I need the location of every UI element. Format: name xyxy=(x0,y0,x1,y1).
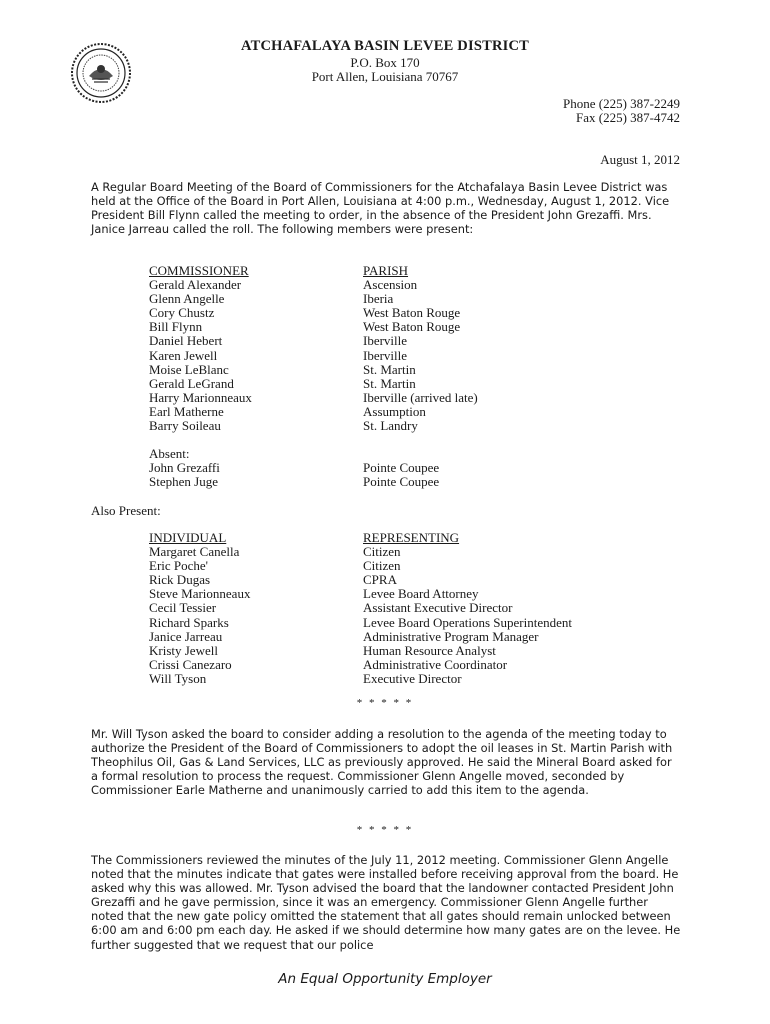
table-row xyxy=(149,419,478,433)
column-header: COMMISSIONER xyxy=(149,263,249,278)
table-row xyxy=(149,306,478,320)
table-row xyxy=(149,334,478,348)
table-row xyxy=(149,630,572,644)
parish-name: Assumption xyxy=(363,403,426,419)
parish-name: West Baton Rouge xyxy=(363,305,461,321)
representing: Executive Director xyxy=(363,670,462,686)
address-line-1: P.O. Box 170 xyxy=(350,55,420,70)
person-name: Margaret Canella xyxy=(149,544,240,560)
person-name: John Grezaffi xyxy=(149,460,220,475)
person-name: Janice Jarreau xyxy=(149,628,223,644)
table-row xyxy=(149,644,572,658)
parish-name: Pointe Coupee xyxy=(363,460,440,475)
table-row xyxy=(149,292,478,306)
representing: CPRA xyxy=(363,572,397,588)
table-row xyxy=(149,587,572,601)
table-row xyxy=(149,278,478,292)
table-row xyxy=(149,405,478,419)
parish-name: St. Martin xyxy=(363,375,416,391)
person-name: Gerald LeGrand xyxy=(149,375,234,391)
table-row xyxy=(149,545,572,559)
section-separator: * * * * * xyxy=(356,697,414,709)
absent-table xyxy=(149,461,439,489)
parish-name: Pointe Coupee xyxy=(363,474,440,490)
parish-name: Iberia xyxy=(363,291,394,307)
parish-name: Iberville xyxy=(363,347,408,363)
person-name: Barry Soileau xyxy=(149,418,221,434)
table-row xyxy=(149,559,572,573)
table-row xyxy=(149,349,478,363)
person-name: Richard Sparks xyxy=(149,614,229,630)
person-name: Daniel Hebert xyxy=(149,333,223,349)
section-separator: * * * * * xyxy=(356,824,414,836)
column-header: PARISH xyxy=(363,263,409,278)
person-name: Will Tyson xyxy=(149,670,207,686)
also-present-label: Also Present: xyxy=(91,503,161,518)
table-row xyxy=(149,320,478,334)
person-name: Kristy Jewell xyxy=(149,642,218,658)
table-row xyxy=(149,377,478,391)
table-row xyxy=(149,363,478,377)
person-name: Eric Poche' xyxy=(149,558,209,574)
address-line-2: Port Allen, Louisiana 70767 xyxy=(311,69,459,84)
person-name: Stephen Juge xyxy=(149,474,218,490)
person-name: Cecil Tessier xyxy=(149,600,217,616)
person-name: Gerald Alexander xyxy=(149,277,242,293)
table-row xyxy=(149,601,572,615)
phone-number: Phone (225) 387-2249 xyxy=(563,96,680,111)
parish-name: St. Martin xyxy=(363,361,416,377)
representing: Citizen xyxy=(363,544,401,560)
person-name: Moise LeBlanc xyxy=(149,361,229,377)
person-name: Rick Dugas xyxy=(149,572,211,588)
absent-label: Absent: xyxy=(149,446,190,461)
column-header: REPRESENTING xyxy=(363,530,460,545)
table-row xyxy=(149,461,439,475)
fax-number: Fax (225) 387-4742 xyxy=(576,110,680,125)
representing: Administrative Program Manager xyxy=(363,628,539,644)
commissioners-table xyxy=(149,264,478,433)
person-name: Cory Chustz xyxy=(149,305,215,321)
table-row xyxy=(149,573,572,587)
person-name: Steve Marionneaux xyxy=(149,586,251,602)
intro-paragraph: A Regular Board Meeting of the Board of Commissioners for the Atchafalaya Basin Levee District was held at the Office of the Board in Port Allen, Louisiana at 4:00 p.m., Wednesday, August 1, 2012. Vice President Bill Flynn called the meeting to order, in the absence of the President John Grezaffi. Mrs. Janice Jarreau called the roll. The following members were present: xyxy=(91,180,670,237)
parish-name: Ascension xyxy=(363,277,418,293)
representing: Citizen xyxy=(363,558,401,574)
parish-name: Iberville xyxy=(363,333,408,349)
representing: Levee Board Attorney xyxy=(363,586,479,602)
minutes-paragraph: The Commissioners reviewed the minutes of the July 11, 2012 meeting. Commissioner Glenn Angelle noted that the minutes indicate that gates were installed before receiving approval from the board. He asked why this was allowed. Mr. Tyson advised the board that the landowner contacted President John Grezaffi and he gave permission, since it was an emergency. Commissioner Glenn Angelle further noted that the new gate policy omitted the statement that all gates should remain unlocked between 6:00 am and 6:00 pm each day. He asked if we should determine how many gates are on the levee. He further suggested that we request that our police xyxy=(91,853,681,952)
person-name: Glenn Angelle xyxy=(149,291,225,307)
document-date: August 1, 2012 xyxy=(600,152,680,167)
person-name: Bill Flynn xyxy=(149,319,203,335)
table-row xyxy=(149,658,572,672)
resolution-paragraph: Mr. Will Tyson asked the board to consider adding a resolution to the agenda of the meeting today to authorize the President of the Board of Commissioners to adopt the oil leases in St. Martin Parish with Theophilus Oil, Gas & Land Services, LLC as previously approved. He said the Mineral Board asked for a formal resolution to process the request. Commissioner Glenn Angelle moved, seconded by Commissioner Earle Matherne and unanimously carried to add this item to the agenda. xyxy=(91,727,673,798)
person-name: Earl Matherne xyxy=(149,403,224,419)
table-row xyxy=(149,391,478,405)
person-name: Crissi Canezaro xyxy=(149,656,232,672)
footer-tagline: An Equal Opportunity Employer xyxy=(278,971,492,987)
table-row xyxy=(149,475,439,489)
also-present-table xyxy=(149,531,572,686)
parish-name: Iberville (arrived late) xyxy=(363,389,478,405)
parish-name: St. Landry xyxy=(363,418,418,434)
person-name: Harry Marionneaux xyxy=(149,389,252,405)
representing: Administrative Coordinator xyxy=(363,656,508,672)
document-title: ATCHAFALAYA BASIN LEVEE DISTRICT xyxy=(240,38,530,54)
representing: Assistant Executive Director xyxy=(363,600,513,616)
column-header: INDIVIDUAL xyxy=(149,530,227,545)
table-row xyxy=(149,616,572,630)
parish-name: West Baton Rouge xyxy=(363,319,461,335)
table-row xyxy=(149,672,572,686)
representing: Human Resource Analyst xyxy=(363,642,496,658)
person-name: Karen Jewell xyxy=(149,347,218,363)
representing: Levee Board Operations Superintendent xyxy=(363,614,573,630)
